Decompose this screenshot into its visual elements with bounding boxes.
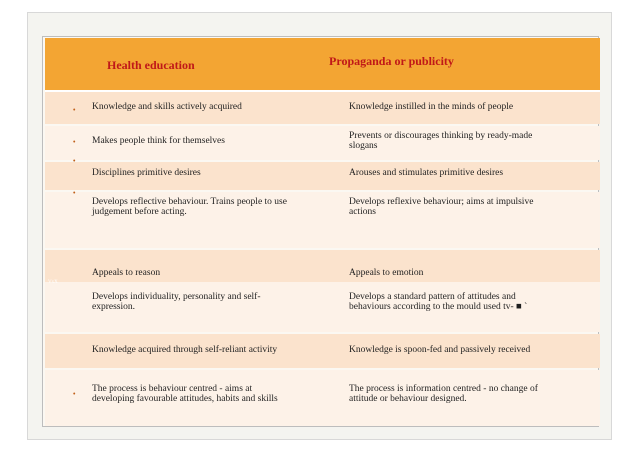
table-row xyxy=(45,92,600,124)
header-cell-blank xyxy=(45,38,81,90)
table-row xyxy=(45,126,600,160)
bullet-icon: • xyxy=(73,390,76,398)
table-row xyxy=(45,250,600,282)
propaganda-cell: Arouses and stimulates primitive desires xyxy=(349,168,504,178)
health-cell: Disciplines primitive desires xyxy=(92,168,201,178)
header-propaganda: Propaganda or publicity xyxy=(329,54,454,68)
comparison-table xyxy=(45,38,600,426)
bullet-icon: • xyxy=(73,106,76,114)
bullet-icon: • xyxy=(73,138,76,146)
table-row xyxy=(45,334,600,368)
propaganda-cell: Develops a standard pattern of attitudes and behaviours according to the mould used tv- ■ ` xyxy=(349,292,528,312)
table-row xyxy=(45,189,600,248)
propaganda-cell: Knowledge is spoon-fed and passively received xyxy=(349,345,531,355)
propaganda-cell: Prevents or discourages thinking by ready-made slogans xyxy=(349,131,533,151)
health-cell: Develops reflective behaviour. Trains people to use judgement before acting. xyxy=(92,197,287,217)
table-row xyxy=(45,157,600,190)
side-mark-label: VxX xyxy=(48,280,58,285)
propaganda-cell: The process is information centred - no change of attitude or behaviour designed. xyxy=(349,384,538,404)
health-cell: Knowledge and skills actively acquired xyxy=(92,102,242,112)
table-row xyxy=(45,282,600,332)
health-cell: Develops individuality, personality and self- expression. xyxy=(92,292,261,312)
bullet-icon: • xyxy=(73,189,76,197)
header-cell-health xyxy=(80,38,328,90)
header-cell-propaganda xyxy=(327,38,600,90)
table-row xyxy=(45,370,600,426)
propaganda-cell: Knowledge instilled in the minds of people xyxy=(349,102,514,112)
bullet-icon: • xyxy=(73,157,76,165)
header-health-education: Health education xyxy=(107,58,195,72)
health-cell: Knowledge acquired through self-reliant activity xyxy=(92,345,278,355)
health-cell: Makes people think for themselves xyxy=(92,136,225,146)
health-cell: The process is behaviour centred - aims at developing favourable attitudes, habits and skills xyxy=(92,384,278,404)
propaganda-cell: Appeals to emotion xyxy=(349,268,424,278)
table-header-row xyxy=(45,38,600,92)
health-cell: Appeals to reason xyxy=(92,268,161,278)
propaganda-cell: Develops reflexive behaviour; aims at impulsive actions xyxy=(349,197,534,217)
